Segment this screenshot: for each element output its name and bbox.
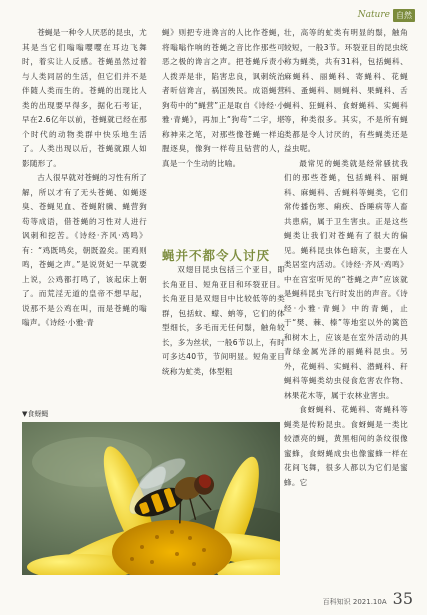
hoverfly-photo — [22, 422, 280, 575]
paragraph: 最常见的蝇类就是经常骚扰我们的那些苍蝇，包括蝇科、丽蝇科、麻蝇科、舌蝇科等蝇类，它们常传播伤寒、痢疾、昏睡病等人畜共患病，属于卫生害虫。正是这些蝇类让我们对苍蝇有了很大的偏见。蝇科昆虫体色暗灰，主要在人类居室内活动。《诗经·齐风·鸡鸣》中在宫室听见的“苍蝇之声”应该就是蝇科昆虫飞行时发出的声音。《诗经·小雅·青蝇》中的青蝇，止于“樊、棘、榛”等地室以外的篱笆和树木上，应该是在室外活动的具青绿金属光泽的丽蝇科昆虫。另外，花蝇科、实蝇科、潜蝇科、秆蝇科等蝇类幼虫侵食危害农作物、林果花木等，属于农林业害虫。 — [284, 158, 408, 400]
text-column-2-bottom — [162, 263, 285, 379]
text-column-1 — [22, 26, 147, 331]
paragraph: 蝇》则把专进谗言的人比作苍蝇，将嗡嗡作响的苍蝇之音比作那些可恶之极的谗言之声。把苍蝇斥责小人拨弄是非，陷害忠良，讽刺统治者听信谗言，祸国殃民。成语蝇营狗苟中的“蝇营”正是取自《诗经·小雅·青蝇》，再加上“狗苟”二字，堪称神来之笔，对那些像苍蝇一样追腥逐臭，像狗一样苟且钻营的人，真是一个生动的比喻。 — [162, 28, 285, 168]
page-number: 35 — [392, 589, 413, 608]
photo-caption: ▼食蚜蝇 — [22, 410, 49, 418]
page-footer — [323, 589, 413, 608]
section-name-en: Nature — [357, 10, 390, 20]
text-column-2-top — [162, 26, 285, 171]
journal-issue: 百科知识 2021.10A — [322, 598, 387, 606]
paragraph: 壮，高等的虻类有明显的鬃，触角较短，一般3节。环裂亚目的昆虫统称为蝇类，共有31科，包括蝇科、麻蝇科、丽蝇科、寄蝇科、花蝇科、蚤蝇科、厕蝇科、果蝇科、舌蝇科、狂蝇科、食蚜蝇科、实蝇科等，种类很多。其实，不是所有蝇类都是令人讨厌的，有些蝇类还是益虫呢。 — [284, 28, 408, 153]
hoverfly-on-flower-image — [22, 422, 280, 575]
paragraph: 双翅目昆虫包括三个亚目，即长角亚目、短角亚目和环裂亚目。长角亚目是双翅目中比较低等的类群，包括蚊、蠓、蚋等，它们的体型细长，多毛而无任何鬃，触角较长，多为丝状，一般6节以上，有时可多达40节，节间明显。短角亚目统称为虻类，体型粗 — [162, 265, 285, 376]
section-header — [358, 8, 415, 22]
section-subheading: 蝇并不都令人讨厌 — [162, 248, 271, 263]
section-name-cn: 自然 — [393, 9, 415, 22]
text-column-3 — [284, 26, 408, 490]
paragraph: 苍蝇是一种令人厌恶的昆虫，尤其是当它们嗡嗡嘤嘤在耳边飞舞时，着实让人反感。苍蝇虽然过着与人类同居的生活，但它们并不是伴随人类而生的。苍蝇的出现比人类的出现要早得多，据化石考证，早在2.6亿年以前，苍蝇就已经在那个时代的动物类群中快乐地生活了。人类出现以后，苍蝇就跟人如影随形了。 — [22, 28, 147, 168]
paragraph: 古人很早就对苍蝇的习性有所了解，所以才有了无头苍蝇、如蝇逐臭、苍蝇见血、苍蝇附骥、蝇营狗苟等成语，借苍蝇的习性对人进行讽刺和挖苦。《诗经·齐风·鸡鸣》有：“鸡既鸣矣，朝既盈矣。匪鸡则鸣，苍蝇之声。”是说贤妃一早就要上说，公鸡都打鸣了，该起床上朝了。而荒淫无道的皇帝不想早起，说那不是公鸡在叫，而是苍蝇的嗡嗡声。《诗经·小雅·青 — [22, 173, 147, 327]
paragraph: 食蚜蝇科、花蝇科、寄蝇科等蝇类是传粉昆虫。食蚜蝇是一类比较漂亮的蝇，黄黑相间的条纹很像蜜蜂，食蚜蝇成虫也像蜜蜂一样在花间飞舞，很多人都以为它们是蜜蜂。它 — [284, 405, 408, 487]
